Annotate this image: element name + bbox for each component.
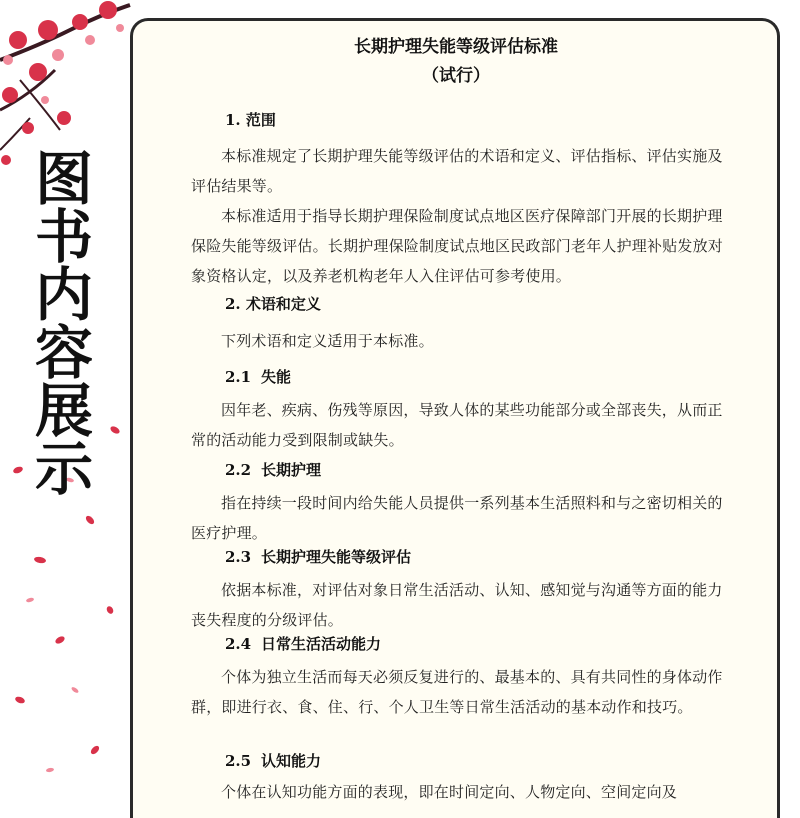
paragraph-term-2-3: 依据本标准，对评估对象日常生活活动、认知、感知觉与沟通等方面的能力丧失程度的分级评估。 bbox=[191, 581, 723, 629]
term-title: 认知能力 bbox=[261, 752, 322, 770]
term-number: 2.1 bbox=[225, 368, 252, 386]
paragraph-term-2-1: 因年老、疾病、伤残等原因，导致人体的某些功能部分或全部丧失，从而正常的活动能力受到限制或缺失。 bbox=[191, 401, 723, 449]
section-heading-scope: 1. 范围 bbox=[225, 111, 276, 129]
side-banner-char: 示 bbox=[34, 435, 93, 503]
paragraph-terms-intro: 下列术语和定义适用于本标准。 bbox=[221, 332, 434, 350]
section-heading-terms: 2. 术语和定义 bbox=[225, 295, 321, 313]
side-banner-char: 展 bbox=[34, 377, 93, 445]
paragraph-scope-2: 本标准适用于指导长期护理保险制度试点地区医疗保障部门开展的长期护理保险失能等级评估。长期护理保险制度试点地区民政部门老年人护理补贴发放对象资格认定，以及养老机构老年人入住评估可参考使用。 bbox=[191, 207, 724, 285]
document-subtitle: （试行） bbox=[422, 66, 490, 86]
side-banner-char: 内 bbox=[34, 261, 93, 329]
side-banner-char: 图 bbox=[34, 145, 93, 213]
book-page bbox=[130, 18, 780, 818]
term-number: 2.4 bbox=[225, 635, 252, 653]
paragraph-term-2-4: 个体为独立生活而每天必须反复进行的、最基本的、具有共同性的身体动作群，即进行衣、食、住、行、个人卫生等日常生活活动的基本动作和技巧。 bbox=[191, 668, 723, 716]
term-title: 日常生活活动能力 bbox=[261, 635, 382, 653]
term-title: 长期护理 bbox=[261, 461, 322, 479]
document-title: 长期护理失能等级评估标准 bbox=[354, 37, 558, 57]
side-banner-title bbox=[30, 145, 98, 503]
term-number: 2.3 bbox=[225, 548, 252, 566]
term-title: 失能 bbox=[261, 368, 292, 386]
paragraph-term-2-2: 指在持续一段时间内给失能人员提供一系列基本生活照料和与之密切相关的医疗护理。 bbox=[191, 494, 723, 542]
term-title: 长期护理失能等级评估 bbox=[261, 548, 412, 566]
term-number: 2.5 bbox=[225, 752, 252, 770]
term-heading-2-2 bbox=[225, 459, 321, 480]
paragraph-scope-1: 本标准规定了长期护理失能等级评估的术语和定义、评估指标、评估实施及评估结果等。 bbox=[191, 147, 723, 195]
paragraph-term-2-5: 个体在认知功能方面的表现，即在时间定向、人物定向、空间定向及 bbox=[221, 783, 678, 801]
side-banner-char: 容 bbox=[34, 319, 93, 387]
term-heading-2-4 bbox=[225, 633, 381, 654]
side-banner-char: 书 bbox=[34, 203, 93, 271]
term-number: 2.2 bbox=[225, 461, 252, 479]
term-heading-2-1 bbox=[225, 366, 291, 387]
term-heading-2-5 bbox=[225, 750, 321, 771]
term-heading-2-3 bbox=[225, 546, 411, 567]
